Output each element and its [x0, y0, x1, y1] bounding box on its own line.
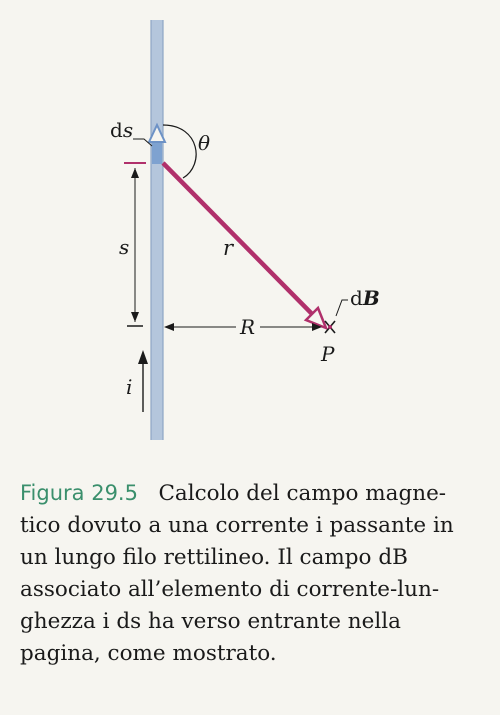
- radius-vector-r: [163, 163, 316, 318]
- s-label: s: [119, 235, 130, 259]
- caption-figure-label: Figura 29.5: [20, 481, 138, 505]
- ds-label: ds: [110, 118, 134, 142]
- caption-line-5: ghezza i ds ha verso entrante nella: [20, 609, 401, 634]
- caption-line-3: un lungo filo rettilineo. Il campo dB: [20, 545, 408, 570]
- figure-caption: [20, 477, 480, 670]
- caption-line-2: tico dovuto a una corrente i passante in: [20, 513, 454, 538]
- dB-leader-line: [336, 300, 348, 316]
- caption-line-6: pagina, come mostrato.: [20, 641, 277, 666]
- wire: [151, 20, 163, 440]
- P-label: P: [321, 342, 335, 366]
- s-dimension: [127, 168, 143, 326]
- caption-line-4: associato all’elemento di corrente-lun-: [20, 577, 440, 602]
- theta-label: θ: [198, 131, 211, 155]
- R-label: R: [240, 315, 256, 339]
- caption-line-1: Figura 29.5 Calcolo del campo magne-: [20, 481, 447, 506]
- r-label: r: [223, 236, 234, 260]
- current-i-arrow: [138, 350, 148, 412]
- dB-label: dB: [350, 286, 380, 310]
- i-label: i: [126, 375, 133, 399]
